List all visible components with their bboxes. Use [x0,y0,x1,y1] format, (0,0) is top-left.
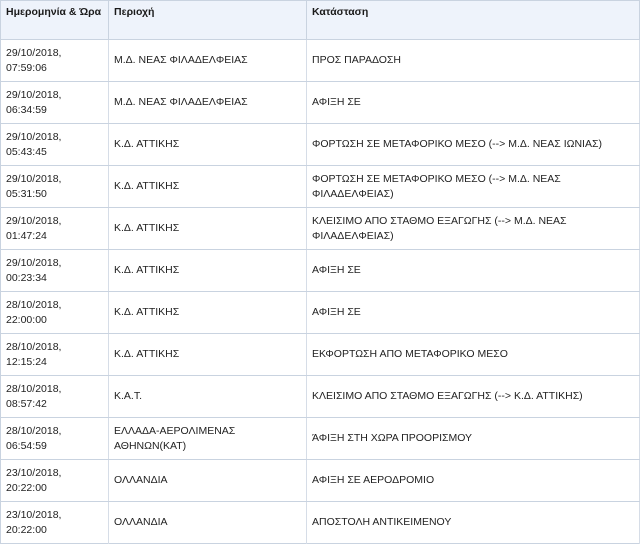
cell-date-time [1,418,109,460]
column-header-date: Ημερομηνία & Ώρα [1,1,109,40]
cell-status: ΑΠΟΣΤΟΛΗ ΑΝΤΙΚΕΙΜΕΝΟΥ [307,502,640,544]
event-time: 08:57:42 [6,397,47,410]
event-date: 28/10/2018, [6,340,62,353]
cell-date-time [1,208,109,250]
event-time: 20:22:00 [6,523,47,536]
table-row [1,334,640,376]
event-date: 23/10/2018, [6,508,62,521]
event-time: 12:15:24 [6,355,47,368]
cell-status: ΆΦΙΞΗ ΣΤΗ ΧΩΡΑ ΠΡΟΟΡΙΣΜΟΥ [307,418,640,460]
event-date: 29/10/2018, [6,130,62,143]
cell-area: Κ.Δ. ΑΤΤΙΚΗΣ [109,166,307,208]
table-header-row [1,1,640,40]
table-row [1,40,640,82]
cell-area: ΟΛΛΑΝΔΙΑ [109,502,307,544]
cell-area: ΟΛΛΑΝΔΙΑ [109,460,307,502]
cell-status: ΚΛΕΙΣΙΜΟ ΑΠΟ ΣΤΑΘΜΟ ΕΞΑΓΩΓΗΣ (--> Μ.Δ. ΝΕΑΣ ΦΙΛΑΔΕΛΦΕΙΑΣ) [307,208,640,250]
event-time: 05:43:45 [6,145,47,158]
event-time: 20:22:00 [6,481,47,494]
table-row [1,82,640,124]
table-row [1,166,640,208]
cell-area: Μ.Δ. ΝΕΑΣ ΦΙΛΑΔΕΛΦΕΙΑΣ [109,40,307,82]
cell-status: ΑΦΙΞΗ ΣΕ [307,250,640,292]
event-time: 06:34:59 [6,103,47,116]
cell-area: Μ.Δ. ΝΕΑΣ ΦΙΛΑΔΕΛΦΕΙΑΣ [109,82,307,124]
cell-area: ΕΛΛΑΔΑ-ΑΕΡΟΛΙΜΕΝΑΣ ΑΘΗΝΩΝ(ΚΑΤ) [109,418,307,460]
event-date: 23/10/2018, [6,466,62,479]
table-body [1,40,640,544]
cell-status: ΑΦΙΞΗ ΣΕ [307,82,640,124]
table-row [1,502,640,544]
cell-area: Κ.Α.Τ. [109,376,307,418]
cell-area: Κ.Δ. ΑΤΤΙΚΗΣ [109,292,307,334]
event-date: 29/10/2018, [6,88,62,101]
event-date: 29/10/2018, [6,256,62,269]
cell-date-time [1,502,109,544]
cell-date-time [1,334,109,376]
column-header-area: Περιοχή [109,1,307,40]
event-date: 29/10/2018, [6,172,62,185]
event-time: 01:47:24 [6,229,47,242]
cell-status: ΦΟΡΤΩΣΗ ΣΕ ΜΕΤΑΦΟΡΙΚΟ ΜΕΣΟ (--> Μ.Δ. ΝΕΑΣ ΦΙΛΑΔΕΛΦΕΙΑΣ) [307,166,640,208]
table-row [1,460,640,502]
cell-status: ΑΦΙΞΗ ΣΕ [307,292,640,334]
cell-area: Κ.Δ. ΑΤΤΙΚΗΣ [109,208,307,250]
cell-area: Κ.Δ. ΑΤΤΙΚΗΣ [109,124,307,166]
event-date: 28/10/2018, [6,382,62,395]
table-row [1,376,640,418]
event-time: 06:54:59 [6,439,47,452]
cell-date-time [1,376,109,418]
cell-date-time [1,292,109,334]
table-row [1,124,640,166]
cell-status: ΕΚΦΟΡΤΩΣΗ ΑΠΟ ΜΕΤΑΦΟΡΙΚΟ ΜΕΣΟ [307,334,640,376]
cell-area: Κ.Δ. ΑΤΤΙΚΗΣ [109,334,307,376]
event-time: 22:00:00 [6,313,47,326]
cell-date-time [1,166,109,208]
cell-date-time [1,250,109,292]
event-date: 28/10/2018, [6,298,62,311]
event-time: 00:23:34 [6,271,47,284]
cell-status: ΑΦΙΞΗ ΣΕ ΑΕΡΟΔΡΟΜΙΟ [307,460,640,502]
cell-status: ΚΛΕΙΣΙΜΟ ΑΠΟ ΣΤΑΘΜΟ ΕΞΑΓΩΓΗΣ (--> Κ.Δ. ΑΤΤΙΚΗΣ) [307,376,640,418]
cell-date-time [1,460,109,502]
table-row [1,250,640,292]
event-date: 29/10/2018, [6,46,62,59]
cell-date-time [1,82,109,124]
cell-status: ΠΡΟΣ ΠΑΡΑΔΟΣΗ [307,40,640,82]
cell-area: Κ.Δ. ΑΤΤΙΚΗΣ [109,250,307,292]
cell-status: ΦΟΡΤΩΣΗ ΣΕ ΜΕΤΑΦΟΡΙΚΟ ΜΕΣΟ (--> Μ.Δ. ΝΕΑΣ ΙΩΝΙΑΣ) [307,124,640,166]
cell-date-time [1,124,109,166]
table-row [1,208,640,250]
table-row [1,292,640,334]
event-time: 05:31:50 [6,187,47,200]
table-row [1,418,640,460]
cell-date-time [1,40,109,82]
event-date: 28/10/2018, [6,424,62,437]
column-header-status: Κατάσταση [307,1,640,40]
event-date: 29/10/2018, [6,214,62,227]
event-time: 07:59:06 [6,61,47,74]
